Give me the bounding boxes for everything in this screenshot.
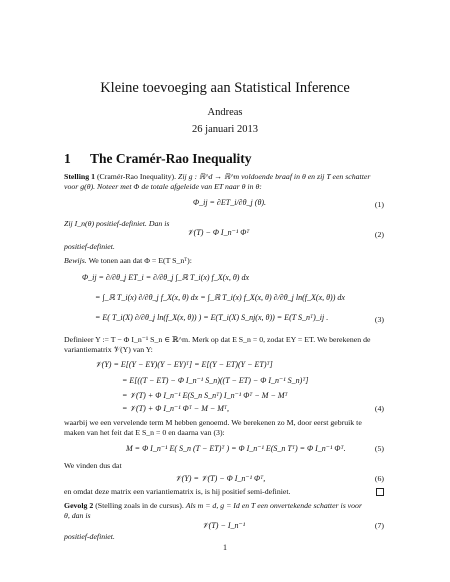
equation-1-number: (1) <box>374 200 384 209</box>
equation-6: 𝒱(Y) = 𝒱(T) − Φ I_n⁻¹ Φᵀ, <box>175 474 266 483</box>
equation-4-line3: = 𝒱(T) + Φ I_n⁻¹ E(S_n S_nᵀ) I_n⁻¹ Φᵀ − M − Mᵀ <box>122 391 288 400</box>
equation-4-number: (4) <box>374 404 384 413</box>
paragraph-1-line1: Definieer Y := T − Φ I_n⁻¹ S_n ∈ ℝ^m. Merk op dat E S_n = 0, zodat EY = ET. We berekenen de <box>64 335 371 344</box>
stelling1-line1 <box>64 172 370 181</box>
equation-4-line4: = 𝒱(T) + Φ I_n⁻¹ Φᵀ − M − Mᵀ, <box>122 404 230 413</box>
stelling1-text-3: Zij I_n(θ) positief-definiet. Dan is <box>64 219 170 228</box>
proof-intro <box>64 256 192 265</box>
paper-author: Andreas <box>207 107 243 118</box>
stelling1-name: (Cramér-Rao Inequality). <box>96 172 177 181</box>
gevolg2-text-1: Als m = d, g = Id en T een onvertekende schatter is voor <box>185 501 362 510</box>
stelling1-label: Stelling 1 <box>64 172 95 181</box>
stelling1-text-1: Zij g : ℝ^d → ℝ^m voldoende braaf in θ en zij T een schatter <box>177 172 371 181</box>
gevolg2-name: (Stelling zoals in de cursus). <box>95 501 184 510</box>
section-heading <box>64 151 252 167</box>
equation-1: Φ_ij = ∂ET_i/∂θ_j (θ). <box>193 198 267 207</box>
paragraph-4: en omdat deze matrix een variantiematrix is, is hij positief semi-definiet. <box>64 487 291 496</box>
gevolg2-line1 <box>64 501 362 510</box>
section-title: The Cramér-Rao Inequality <box>90 151 252 166</box>
positief-definiet-2: positief-definiet. <box>64 532 115 541</box>
equation-7: 𝒱(T) − I_n⁻¹ <box>202 521 246 530</box>
paper-title: Kleine toevoeging aan Statistical Inference <box>100 80 350 96</box>
proof-label: Bewijs. <box>64 256 87 265</box>
stelling1-text-2: voor g(θ). Noteer met Φ de totale afgeleide van ET naar θ in θ: <box>64 182 262 191</box>
positief-definiet-1: positief-definiet. <box>64 242 115 251</box>
equation-5: M = Φ I_n⁻¹ E( S_n (T − ET)ᵀ ) = Φ I_n⁻¹ E(S_n Tᵀ) = Φ I_n⁻¹ Φᵀ. <box>126 444 346 453</box>
equation-5-number: (5) <box>374 444 384 453</box>
equation-3-line2: = ∫_ℝ T_i(x) ∂/∂θ_j f_X(x, θ) dx = ∫_ℝ T_i(x) f_X(x, θ) ∂/∂θ_j ln(f_X(x, θ)) dx <box>95 293 345 302</box>
section-number: 1 <box>64 151 71 166</box>
proof-text: We tonen aan dat Φ = E(T S_nᵀ): <box>88 256 192 265</box>
equation-2: 𝒱(T) − Φ I_n⁻¹ Φᵀ <box>187 228 250 237</box>
paragraph-3: We vinden dus dat <box>64 461 122 470</box>
equation-4-line2: = E[((T − ET) − Φ I_n⁻¹ S_n)((T − ET) − Φ I_n⁻¹ S_n)ᵀ] <box>122 376 309 385</box>
paragraph-1-line2: variantiematrix 𝒱(Y) van Y: <box>64 345 153 354</box>
equation-2-number: (2) <box>374 230 384 239</box>
equation-3-line1: Φ_ij = ∂/∂θ_j ET_i = ∂/∂θ_j ∫_ℝ T_i(x) f_X(x, θ) dx <box>82 273 249 282</box>
page-number: 1 <box>223 543 227 552</box>
paragraph-2-line1: waarbij we een vervelende term M hebben genoemd. We berekenen zo M, door eerst gebruik te <box>64 418 362 427</box>
qed-square-icon <box>376 488 384 496</box>
equation-3-number: (3) <box>374 315 384 324</box>
gevolg2-label: Gevolg 2 <box>64 501 94 510</box>
gevolg2-text-2: θ, dan is <box>64 511 91 520</box>
equation-6-number: (6) <box>374 474 384 483</box>
paragraph-2-line2: maken van het feit dat E S_n = 0 en daarna van (3): <box>64 428 225 437</box>
equation-7-number: (7) <box>374 521 384 530</box>
equation-4-line1: 𝒱(Y) = E[(Y − EY)(Y − EY)ᵀ] = E[(Y − ET)(Y − ET)ᵀ] <box>95 360 273 369</box>
equation-3-line3: = E( T_i(X) ∂/∂θ_j ln(f_X(x, θ)) ) = E(T_i(X) S_nj(x, θ)) = E(T S_nᵀ)_ij . <box>95 313 329 322</box>
paper-date: 26 januari 2013 <box>192 124 258 135</box>
